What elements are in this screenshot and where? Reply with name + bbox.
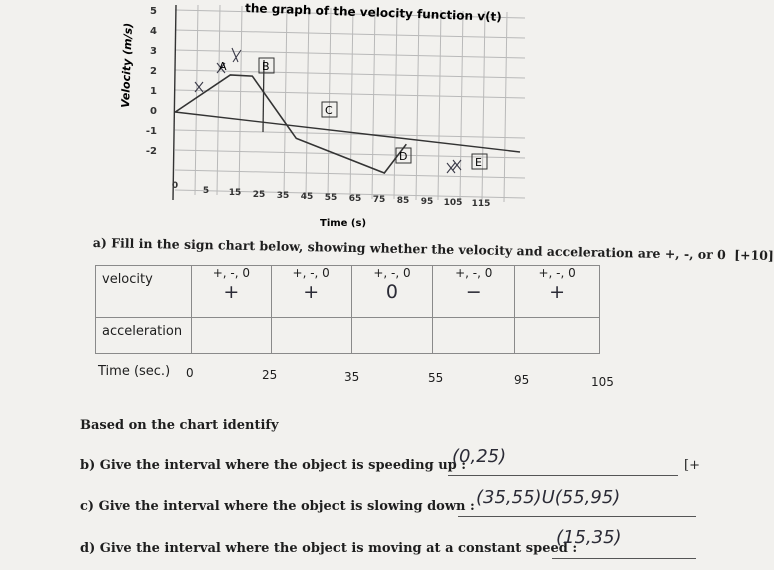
sign-options: +, -, 0	[455, 266, 493, 280]
y-tick-label: 3	[150, 46, 157, 57]
question-b-label: b) Give the interval where the object is speeding up :	[80, 458, 467, 473]
question-b-answer-line[interactable]	[448, 474, 678, 476]
question-a-text: a) Fill in the sign chart below, showing whether the velocity and acceleration are +, -, or 0	[92, 235, 726, 263]
x-tick-label: 85	[396, 196, 410, 206]
point-label-e: E	[475, 156, 482, 169]
x-axis	[175, 112, 520, 152]
sign-cell[interactable]	[433, 266, 515, 318]
y-tick-label: 4	[150, 26, 157, 37]
sign-cell[interactable]	[515, 266, 600, 318]
x-tick-label: 95	[420, 197, 434, 207]
y-tick-label: 0	[150, 106, 157, 117]
y-tick-label: -2	[145, 146, 157, 157]
y-tick-label: -1	[145, 126, 157, 137]
sign-answer: +	[223, 281, 240, 303]
y-axis-label: Velocity (m/s)	[119, 22, 135, 109]
sign-answer: 0	[385, 281, 398, 303]
x-tick-label: 0	[171, 181, 179, 191]
sign-cell[interactable]	[271, 266, 351, 318]
question-c-answer-line[interactable]	[458, 515, 696, 517]
y-tick-label: 2	[150, 66, 157, 77]
row-label-acceleration: acceleration	[96, 318, 192, 354]
row-label-time: Time (sec.)	[98, 364, 171, 379]
sign-cell[interactable]	[271, 318, 351, 354]
row-label-velocity: velocity	[96, 266, 192, 318]
question-d-answer-line[interactable]	[552, 557, 696, 559]
y-tick-label: 5	[150, 6, 157, 17]
x-axis-label: Time (s)	[320, 218, 367, 229]
point-label-a: A	[219, 60, 227, 73]
sign-cell[interactable]	[515, 318, 600, 354]
question-c-label: c) Give the interval where the object is slowing down :	[80, 499, 475, 514]
x-tick-label: 35	[276, 191, 290, 201]
identify-heading: Based on the chart identify	[80, 418, 279, 433]
question-d-label: d) Give the interval where the object is moving at a constant speed :	[80, 541, 578, 556]
sign-options: +, -, 0	[212, 266, 250, 280]
y-tick-label: 1	[150, 86, 157, 97]
time-value: 105	[591, 375, 614, 389]
time-value: 55	[428, 371, 444, 385]
velocity-graph	[95, 0, 535, 240]
sign-options: +, -, 0	[292, 266, 330, 280]
point-label-c: C	[325, 104, 333, 117]
question-b-points: [+	[684, 458, 700, 473]
graph-title: the graph of the velocity function v(t)	[244, 1, 503, 24]
sign-answer: −	[465, 281, 482, 303]
point-e-box	[472, 154, 487, 169]
velocity-line	[175, 75, 406, 173]
x-tick-label: 65	[348, 194, 362, 204]
sign-cell[interactable]	[351, 318, 433, 354]
x-tick-label: 115	[471, 199, 491, 209]
sign-options: +, -, 0	[373, 266, 411, 280]
x-tick-label: 45	[300, 192, 314, 202]
x-tick-label: 55	[324, 193, 338, 203]
point-label-b: B	[262, 60, 270, 73]
time-value: 0	[186, 366, 194, 380]
time-value: 35	[344, 370, 360, 384]
sign-cell[interactable]	[191, 266, 271, 318]
sign-cell[interactable]	[191, 318, 271, 354]
sign-chart-table	[95, 265, 600, 384]
sign-answer: +	[549, 281, 566, 303]
point-c-box	[322, 102, 337, 117]
x-tick-label: 5	[202, 186, 210, 196]
point-b-box	[259, 58, 274, 73]
sign-options: +, -, 0	[538, 266, 576, 280]
velocity-row	[96, 266, 600, 318]
time-value: 95	[514, 373, 530, 387]
question-c-answer: (35,55)U(55,95)	[476, 487, 621, 508]
question-a-points: [+10]	[734, 247, 774, 264]
x-tick-label: 15	[228, 188, 242, 198]
acceleration-row	[96, 318, 600, 354]
sign-answer: +	[303, 281, 320, 303]
question-b-answer: (0,25)	[452, 446, 507, 467]
point-label-d: D	[399, 150, 408, 163]
x-tick-label: 75	[372, 195, 386, 205]
sign-cell[interactable]	[433, 318, 515, 354]
sign-cell[interactable]	[351, 266, 433, 318]
x-tick-label: 25	[252, 190, 266, 200]
graph-grid	[175, 5, 525, 202]
y-axis	[171, 5, 179, 200]
x-tick-label: 105	[443, 198, 463, 208]
time-value: 25	[262, 368, 278, 382]
question-d-answer: (15,35)	[556, 527, 622, 548]
